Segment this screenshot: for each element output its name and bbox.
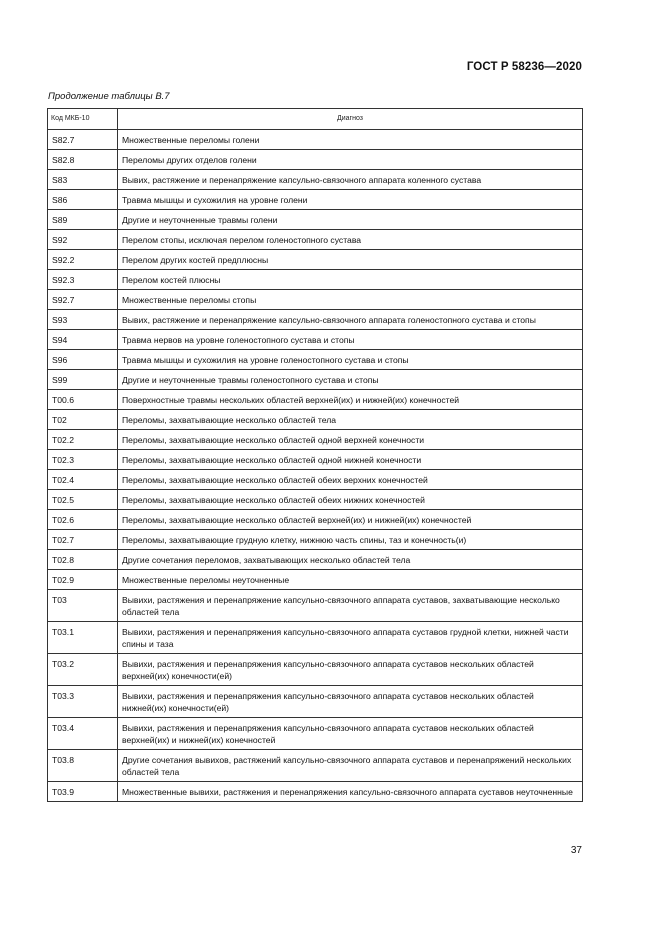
table-row	[48, 390, 583, 410]
table-row	[48, 190, 583, 210]
diagnosis-cell: Другие сочетания вывихов, растяжений капсульно-связочного аппарата суставов и перенапряжений нескольких областей тела	[118, 750, 583, 782]
icd-code-cell: S94	[48, 330, 118, 350]
diagnosis-cell: Переломы, захватывающие несколько областей тела	[118, 410, 583, 430]
diagnosis-cell: Переломы, захватывающие несколько областей одной нижней конечности	[118, 450, 583, 470]
icd-code-cell: T02.7	[48, 530, 118, 550]
icd-code-cell: S96	[48, 350, 118, 370]
table-row	[48, 718, 583, 750]
diagnosis-cell: Переломы, захватывающие несколько областей обеих верхних конечностей	[118, 470, 583, 490]
page-number: 37	[570, 845, 582, 856]
diagnosis-cell: Множественные переломы стопы	[118, 290, 583, 310]
diagnosis-cell: Вывих, растяжение и перенапряжение капсульно-связочного аппарата коленного сустава	[118, 170, 583, 190]
table-row	[48, 350, 583, 370]
table-row	[48, 250, 583, 270]
table-row	[48, 782, 583, 802]
table-row	[48, 330, 583, 350]
diagnosis-cell: Множественные переломы неуточненные	[118, 570, 583, 590]
table-row	[48, 570, 583, 590]
icd-code-cell: S86	[48, 190, 118, 210]
diagnosis-cell: Переломы, захватывающие несколько областей обеих нижних конечностей	[118, 490, 583, 510]
icd-code-cell: T02	[48, 410, 118, 430]
diagnosis-cell: Перелом костей плюсны	[118, 270, 583, 290]
diagnosis-cell: Вывих, растяжение и перенапряжение капсульно-связочного аппарата голеностопного сустава и стопы	[118, 310, 583, 330]
diagnosis-cell: Травма нервов на уровне голеностопного сустава и стопы	[118, 330, 583, 350]
table-row	[48, 430, 583, 450]
icd-code-cell: T03.4	[48, 718, 118, 750]
diagnosis-cell: Перелом других костей предплюсны	[118, 250, 583, 270]
diagnosis-cell: Вывихи, растяжения и перенапряжения капсульно-связочного аппарата суставов нескольких областей нижней(их) конечности(ей)	[118, 686, 583, 718]
table-row	[48, 270, 583, 290]
icd-code-cell: S82.7	[48, 130, 118, 150]
diagnosis-cell: Переломы, захватывающие несколько областей одной верхней конечности	[118, 430, 583, 450]
icd-code-cell: S82.8	[48, 150, 118, 170]
icd-code-cell: T02.2	[48, 430, 118, 450]
diagnosis-cell: Переломы, захватывающие грудную клетку, нижнюю часть спины, таз и конечность(и)	[118, 530, 583, 550]
icd-code-cell: T02.4	[48, 470, 118, 490]
icd-code-cell: S93	[48, 310, 118, 330]
table-row	[48, 290, 583, 310]
diagnosis-cell: Травма мышцы и сухожилия на уровне голеностопного сустава и стопы	[118, 350, 583, 370]
icd-code-cell: T03.9	[48, 782, 118, 802]
diagnosis-cell: Вывихи, растяжения и перенапряжения капсульно-связочного аппарата суставов грудной клетки, нижней части спины и таза	[118, 622, 583, 654]
icd-code-cell: S92	[48, 230, 118, 250]
table-caption: Продолжение таблицы В.7	[48, 91, 170, 102]
icd-code-cell: T00.6	[48, 390, 118, 410]
icd-code-cell: T03	[48, 590, 118, 622]
table-row	[48, 230, 583, 250]
table-row	[48, 510, 583, 530]
icd-code-cell: T02.9	[48, 570, 118, 590]
table-row	[48, 470, 583, 490]
icd-code-cell: T03.3	[48, 686, 118, 718]
diagnosis-table	[47, 108, 583, 802]
diagnosis-cell: Травма мышцы и сухожилия на уровне голени	[118, 190, 583, 210]
diagnosis-cell: Множественные переломы голени	[118, 130, 583, 150]
diagnosis-cell: Множественные вывихи, растяжения и перенапряжения капсульно-связочного аппарата суставов неуточненные	[118, 782, 583, 802]
diagnosis-cell: Вывихи, растяжения и перенапряжения капсульно-связочного аппарата суставов нескольких областей верхней(их) конечности(ей)	[118, 654, 583, 686]
table-row	[48, 590, 583, 622]
icd-code-cell: S83	[48, 170, 118, 190]
table-row	[48, 150, 583, 170]
icd-code-cell: S92.7	[48, 290, 118, 310]
table-row	[48, 530, 583, 550]
diagnosis-cell: Вывихи, растяжения и перенапряжение капсульно-связочного аппарата суставов, захватывающие несколько областей тела	[118, 590, 583, 622]
icd-code-cell: T02.5	[48, 490, 118, 510]
icd-code-cell: T02.6	[48, 510, 118, 530]
column-header-code: Код МКБ-10	[48, 109, 118, 130]
diagnosis-cell: Другие и неуточненные травмы голеностопного сустава и стопы	[118, 370, 583, 390]
table-row	[48, 210, 583, 230]
table-header-row	[48, 109, 583, 130]
table-row	[48, 170, 583, 190]
table-row	[48, 750, 583, 782]
column-header-diagnosis: Диагноз	[118, 109, 583, 130]
icd-code-cell: T02.3	[48, 450, 118, 470]
table-row	[48, 490, 583, 510]
table-body	[48, 130, 583, 802]
table-row	[48, 410, 583, 430]
table-row	[48, 622, 583, 654]
diagnosis-cell: Поверхностные травмы нескольких областей верхней(их) и нижней(их) конечностей	[118, 390, 583, 410]
table-row	[48, 370, 583, 390]
diagnosis-cell: Перелом стопы, исключая перелом голеностопного сустава	[118, 230, 583, 250]
table-row	[48, 130, 583, 150]
diagnosis-cell: Переломы, захватывающие несколько областей верхней(их) и нижней(их) конечностей	[118, 510, 583, 530]
diagnosis-cell: Другие сочетания переломов, захватывающих несколько областей тела	[118, 550, 583, 570]
icd-code-cell: T02.8	[48, 550, 118, 570]
icd-code-cell: T03.2	[48, 654, 118, 686]
diagnosis-cell: Вывихи, растяжения и перенапряжения капсульно-связочного аппарата суставов нескольких областей верхней(их) и нижней(их) конечностей	[118, 718, 583, 750]
standard-code: ГОСТ Р 58236—2020	[466, 61, 582, 73]
icd-code-cell: T03.8	[48, 750, 118, 782]
table-row	[48, 310, 583, 330]
icd-code-cell: T03.1	[48, 622, 118, 654]
table-row	[48, 550, 583, 570]
table-row	[48, 686, 583, 718]
table-row	[48, 654, 583, 686]
diagnosis-cell: Другие и неуточненные травмы голени	[118, 210, 583, 230]
icd-code-cell: S99	[48, 370, 118, 390]
icd-code-cell: S92.2	[48, 250, 118, 270]
diagnosis-cell: Переломы других отделов голени	[118, 150, 583, 170]
icd-code-cell: S89	[48, 210, 118, 230]
table-row	[48, 450, 583, 470]
icd-code-cell: S92.3	[48, 270, 118, 290]
